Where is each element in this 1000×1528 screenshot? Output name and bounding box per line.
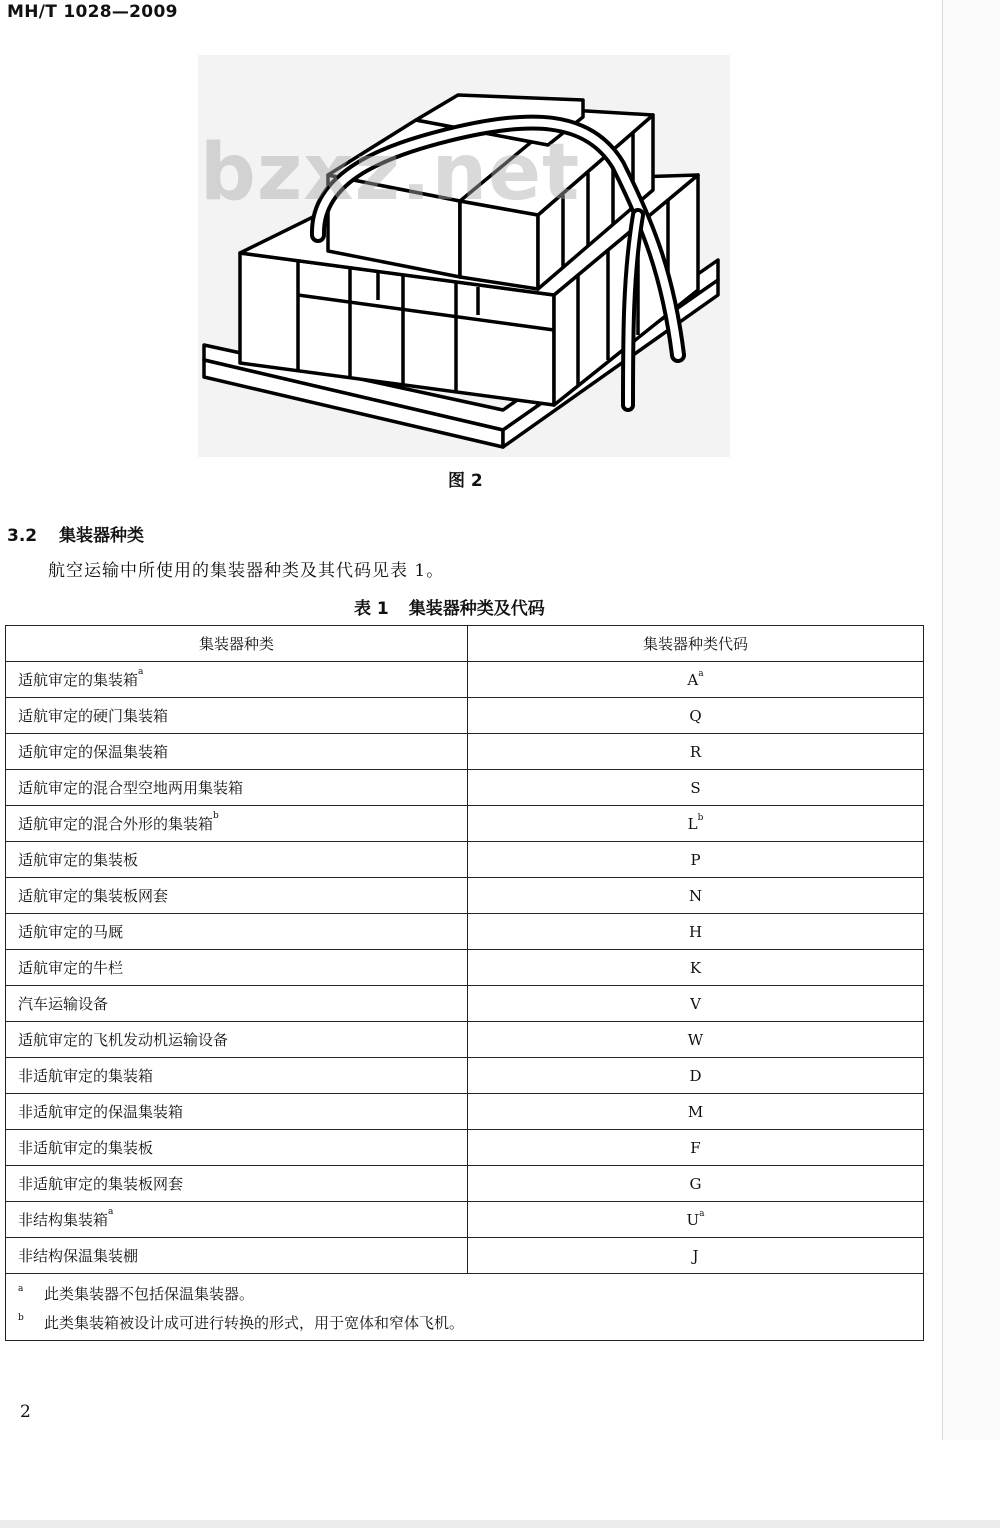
footnote-marker: b: [697, 812, 704, 823]
table-row: [6, 662, 924, 698]
container-codes-table: [5, 625, 924, 1341]
container-code-cell: [468, 698, 924, 734]
table-row: [6, 1058, 924, 1094]
container-code-cell: [468, 1022, 924, 1058]
table-number: 表 1: [354, 599, 389, 619]
container-code-cell: [468, 986, 924, 1022]
table-row: [6, 1022, 924, 1058]
note-marker: b: [18, 1313, 24, 1323]
viewer-bottom-band: [0, 1520, 1000, 1528]
footnote-marker: a: [108, 1207, 114, 1217]
container-code-cell-text: M: [687, 1102, 704, 1121]
container-type-cell: [6, 842, 468, 878]
container-type-cell: [6, 878, 468, 914]
section-title: 集装器种类: [59, 526, 144, 546]
container-code-cell-text: U: [686, 1210, 700, 1229]
container-type-cell-text: 适航审定的集装板网套: [18, 887, 169, 905]
figure-caption: 图 2: [448, 471, 483, 491]
column-header-code: 集装器种类代码: [468, 626, 924, 662]
note-text: 此类集装器不包括保温集装器。: [44, 1285, 255, 1303]
table-row: [6, 1238, 924, 1274]
container-code-cell-text: K: [689, 958, 702, 977]
container-code-cell-text: S: [690, 778, 701, 797]
container-type-cell-text: 适航审定的飞机发动机运输设备: [18, 1031, 229, 1049]
container-code-cell-text: H: [688, 922, 703, 941]
section-intro: 航空运输中所使用的集装器种类及其代码见表 1。: [48, 561, 445, 581]
container-type-cell: [6, 1022, 468, 1058]
container-type-cell-text: 非适航审定的集装板: [18, 1139, 154, 1157]
table-header-row: [6, 626, 924, 662]
watermark: bzxz.net: [200, 128, 581, 218]
container-code-cell: [468, 806, 924, 842]
container-code-cell-text: N: [688, 886, 703, 905]
container-code-cell-text: A: [687, 670, 699, 689]
footnote-marker: a: [699, 1208, 705, 1219]
container-type-cell: [6, 1094, 468, 1130]
viewer-margin: [943, 0, 1000, 1440]
table-row: [6, 770, 924, 806]
note-text: 此类集装箱被设计成可进行转换的形式，用于宽体和窄体飞机。: [44, 1314, 465, 1332]
container-code-cell: [468, 662, 924, 698]
container-code-cell: [468, 878, 924, 914]
container-code-cell-text: P: [690, 850, 701, 869]
container-type-cell-text: 非结构集装箱: [18, 1211, 109, 1229]
container-code-cell: [468, 734, 924, 770]
table-row: [6, 1166, 924, 1202]
container-code-cell: [468, 1094, 924, 1130]
table-row: [6, 914, 924, 950]
container-type-cell: [6, 1202, 468, 1238]
container-code-cell: [468, 1202, 924, 1238]
table-row: [6, 878, 924, 914]
footnote-marker: a: [698, 668, 704, 679]
container-code-cell-text: J: [692, 1246, 699, 1265]
table-row: [6, 842, 924, 878]
table-row: [6, 1130, 924, 1166]
table-notes-row: [6, 1274, 924, 1341]
table-row: [6, 950, 924, 986]
container-type-cell: [6, 662, 468, 698]
container-type-cell: [6, 770, 468, 806]
table-row: [6, 1202, 924, 1238]
container-type-cell-text: 适航审定的混合外形的集装箱: [18, 815, 214, 833]
section-number: 3.2: [7, 526, 38, 546]
container-type-cell: [6, 950, 468, 986]
container-type-cell: [6, 806, 468, 842]
section-heading: [7, 521, 144, 546]
container-type-cell-text: 适航审定的混合型空地两用集装箱: [18, 779, 244, 797]
container-code-cell-text: W: [687, 1030, 704, 1049]
container-code-cell: [468, 842, 924, 878]
container-type-cell: [6, 1058, 468, 1094]
table-note: [18, 1280, 923, 1309]
container-type-cell: [6, 914, 468, 950]
container-code-cell: [468, 1238, 924, 1274]
note-marker: a: [18, 1284, 24, 1294]
container-type-cell-text: 适航审定的硬门集装箱: [18, 707, 169, 725]
container-type-cell: [6, 1166, 468, 1202]
container-type-cell-text: 汽车运输设备: [18, 995, 109, 1013]
container-type-cell: [6, 986, 468, 1022]
container-type-cell: [6, 734, 468, 770]
standard-code-header: MH/T 1028—2009: [7, 2, 178, 22]
table-title: [354, 594, 545, 619]
container-code-cell: [468, 1058, 924, 1094]
table-title-text: 集装器种类及代码: [408, 599, 545, 619]
footnote-marker: b: [213, 811, 219, 821]
container-code-cell: [468, 770, 924, 806]
table-notes: [6, 1274, 924, 1341]
table-row: [6, 1094, 924, 1130]
column-header-type: 集装器种类: [6, 626, 468, 662]
container-type-cell: [6, 1130, 468, 1166]
footnote-marker: a: [138, 667, 144, 677]
container-type-cell: [6, 1238, 468, 1274]
container-code-cell-text: Q: [689, 706, 702, 725]
container-type-cell-text: 适航审定的集装板: [18, 851, 139, 869]
table-note: [18, 1309, 923, 1338]
table-row: [6, 986, 924, 1022]
container-type-cell: [6, 698, 468, 734]
table-row: [6, 734, 924, 770]
container-type-cell-text: 非结构保温集装棚: [18, 1247, 139, 1265]
container-code-cell: [468, 950, 924, 986]
container-code-cell-text: D: [689, 1066, 702, 1085]
container-code-cell-text: F: [690, 1138, 701, 1157]
page-number: 2: [20, 1402, 31, 1422]
container-type-cell-text: 适航审定的集装箱: [18, 671, 139, 689]
container-code-cell: [468, 914, 924, 950]
uld-pallet-figure: [198, 55, 730, 457]
container-code-cell: [468, 1130, 924, 1166]
container-code-cell-text: G: [689, 1174, 702, 1193]
table-row: [6, 698, 924, 734]
container-type-cell-text: 适航审定的牛栏: [18, 959, 124, 977]
container-type-cell-text: 适航审定的保温集装箱: [18, 743, 169, 761]
container-type-cell-text: 非适航审定的集装箱: [18, 1067, 154, 1085]
container-code-cell-text: V: [690, 994, 701, 1013]
container-code-cell: [468, 1166, 924, 1202]
table-row: [6, 806, 924, 842]
container-type-cell-text: 非适航审定的保温集装箱: [18, 1103, 184, 1121]
container-type-cell-text: 非适航审定的集装板网套: [18, 1175, 184, 1193]
container-code-cell-text: R: [689, 742, 702, 761]
container-type-cell-text: 适航审定的马厩: [18, 923, 124, 941]
container-code-cell-text: L: [687, 814, 698, 833]
